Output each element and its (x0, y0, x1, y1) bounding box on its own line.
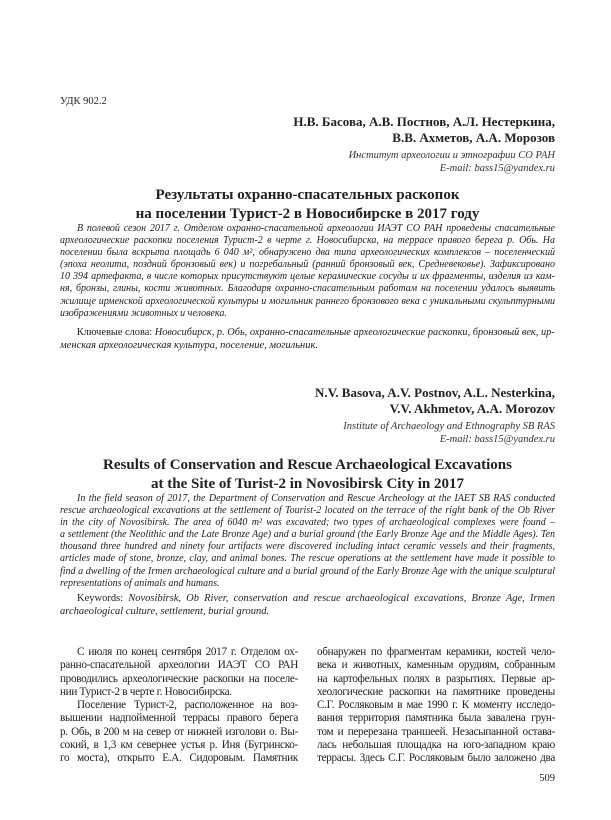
body-line: р. Обь, в 200 м на север от нижней изголови о. Вы- (60, 725, 298, 738)
ru-institute: Институт археологии и этнографии СО РАН (348, 150, 555, 161)
abstract-line: археологические раскопки поселения Турист-2 в черте г. Новосибирска, на террасе правого берега р. Обь. На (60, 235, 555, 247)
en-authors-line: V.V. Akhmetov, A.A. Morozov (389, 401, 555, 416)
body-line: века и животных, каменным орудиям, собранным (317, 659, 555, 672)
abstract-line: жилище ирменской археологической культуры и могильник раннего бронзового века с уникальными скульптурными (60, 295, 555, 307)
body-line: проводились археологические раскопки на поселе- (60, 672, 298, 685)
ru-title (60, 186, 555, 223)
body-line: лась небольшая площадка на юго-западном краю (317, 739, 555, 752)
abstract-line: поселении была вскрыта площадь 6 040 м², обнаружено два типа археологических комплексов – поселенческий (60, 247, 555, 259)
abstract-line: find a dwelling of the Irmen archaeological culture and a burial ground of the Early Bronze Age with the unique sculptural (60, 565, 555, 577)
en-title-line: Results of Conservation and Rescue Archaeological Excavations (103, 457, 512, 473)
keywords-label: Keywords: (77, 593, 124, 604)
body-line: обнаружен по фрагментам керамики, костей чело- (317, 646, 555, 658)
keywords-text: менская археологическая культура, поселение, могильник. (60, 340, 319, 351)
abstract-line: ня, бронзы, глины, кости животных. Благодаря охранно-спасательным работам на поселении удалось выявить (60, 283, 555, 295)
en-institute: Institute of Archaeology and Ethnography SB RAS (343, 421, 555, 432)
en-affiliation (343, 421, 555, 446)
page-number: 509 (539, 773, 555, 784)
abstract-line: In the field season of 2017, the Department of Conservation and Rescue Archeology at the IAET SB RAS conducted (77, 493, 555, 504)
body-line: го моста), открыто Е.А. Сидоровым. Памятник (60, 752, 298, 765)
body-column-right (317, 646, 555, 766)
ru-abstract (60, 223, 555, 320)
body-line: вышении надпойменной террасы правого берега (60, 712, 298, 725)
abstract-line: rescue archaeological excavations at the settlement of Tourist-2 located on the terrace of the right bank of the Ob River (60, 505, 555, 517)
ru-authors-line: В.В. Ахметов, А.А. Морозов (392, 130, 555, 145)
keywords-text: archaeological culture, settlement, burial ground. (60, 606, 270, 617)
ru-affiliation (349, 150, 555, 175)
ru-title-line: на поселении Турист-2 в Новосибирске в 2017 году (135, 205, 480, 222)
abstract-line: В полевой сезон 2017 г. Отделом охранно-спасательной археологии ИАЭТ СО РАН проведены спасательные (77, 223, 555, 234)
abstract-line: representations of animals and humans. (60, 577, 220, 589)
ru-title-line: Результаты охранно-спасательных раскопок (155, 187, 460, 203)
body-column-left (60, 646, 298, 766)
body-line: нии Турист-2 в черте г. Новосибирска. (60, 685, 232, 698)
body-line: террасы. Здесь С.Г. Росляковым было заложено два (317, 752, 555, 765)
ru-email: E-mail: bass15@yandex.ru (439, 162, 555, 174)
abstract-line: изображениями животных и человека. (60, 307, 227, 319)
en-keywords (60, 592, 555, 618)
en-authors-line: N.V. Basova, A.V. Postnov, A.L. Nesterkina, (314, 385, 555, 400)
ru-authors (293, 114, 555, 146)
body-line: ранно-спасательной археологии ИАЭТ СО РАН (60, 659, 298, 672)
body-line: вания территория памятника была завалена грун- (317, 712, 555, 725)
body-line: сокий, в 1,3 км севернее устья р. Иня (Бугринско- (60, 739, 298, 752)
body-line: хеологические раскопки на памятнике проведены (317, 685, 555, 698)
body-line: на картофельных полях в разрытиях. Первые ар- (317, 672, 555, 685)
en-abstract (60, 493, 555, 590)
abstract-line: (эпоха неолита, поздний бронзовый век) и погребальный (ранний бронзовый век, Средневековье). Зафиксировано (60, 259, 555, 271)
keywords-text: Novosibirsk, Ob River, conservation and rescue archaeological excavations, Bronze Age, Irmen (128, 593, 555, 604)
abstract-line: thousand three hundred and ninety four artifacts were discovered including intact ceramic vessels and their fragments, (60, 541, 555, 553)
en-title (60, 456, 555, 493)
body-line: том и перерезана траншеей. Незасыпанной остава- (317, 725, 555, 738)
abstract-line: 10 394 артефакта, в числе которых присутствуют целые керамические сосуды и их фрагменты, изделия из кам- (60, 271, 555, 283)
en-authors (315, 385, 555, 417)
ru-keywords (60, 326, 555, 352)
en-title-line: at the Site of Turist-2 in Novosibirsk City in 2017 (151, 475, 464, 492)
abstract-line: articles made of stone, bronze, clay, and animal bones. The rescue operations at the settlement have made it possible to (60, 553, 555, 565)
body-line: С июля по конец сентября 2017 г. Отделом ох- (77, 646, 298, 658)
ru-authors-line: Н.В. Басова, А.В. Постнов, А.Л. Нестеркина, (293, 114, 555, 129)
abstract-line: a settlement (the Neolithic and the Late Bronze Age) and a burial ground (the Early Bronze Age and the Middle Ages). Ten (60, 529, 555, 541)
body-line: С.Г. Росляковым в мае 1990 г. К моменту исследо- (317, 699, 555, 712)
en-email: E-mail: bass15@yandex.ru (439, 433, 555, 445)
keywords-text: Новосибирск, р. Обь, охранно-спасательные археологические раскопки, бронзовый век, ир- (154, 327, 555, 338)
body-line: Поселение Турист-2, расположенное на воз- (77, 699, 298, 712)
keywords-label: Ключевые слова: (76, 327, 153, 338)
abstract-line: in the city of Novosibirsk. The area of 6040 m² was excavated; two types of archaeological complexes were found – (60, 517, 555, 529)
udk-code: УДК 902.2 (60, 96, 107, 107)
